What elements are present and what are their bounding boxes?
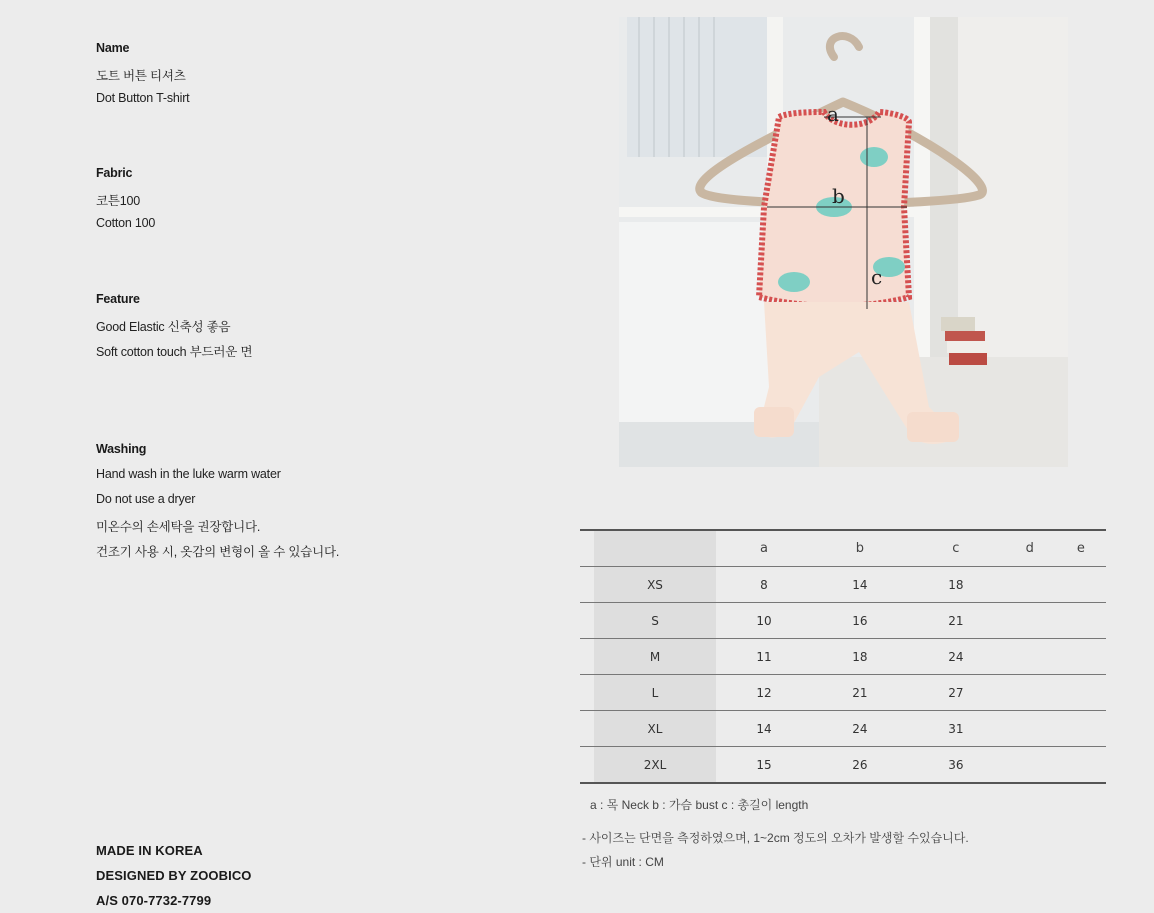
washing-line-1: Hand wash in the luke warm water	[96, 467, 281, 481]
feature-line-1: Good Elastic 신축성 좋음	[96, 320, 231, 334]
fabric-korean: 코튼100	[96, 194, 141, 208]
label-a: a	[827, 102, 839, 126]
size-value: 14	[716, 711, 812, 747]
size-value	[1056, 711, 1106, 747]
size-value: 11	[716, 639, 812, 675]
size-value: 24	[908, 639, 1004, 675]
size-value	[1004, 639, 1056, 675]
size-value	[1004, 675, 1056, 711]
feature-line-2: Soft cotton touch 부드러운 면	[96, 345, 253, 359]
size-value: 21	[908, 603, 1004, 639]
table-row	[580, 675, 1106, 711]
col-header: d	[1004, 530, 1056, 567]
label-b: b	[832, 184, 845, 208]
size-value	[1056, 639, 1106, 675]
table-row	[580, 567, 1106, 603]
washing-line-3: 미온수의 손세탁을 권장합니다.	[96, 520, 261, 534]
size-value: 10	[716, 603, 812, 639]
washing-line-4: 건조기 사용 시, 옷감의 변형이 올 수 있습니다.	[96, 545, 340, 559]
size-note: - 사이즈는 단면을 측정하였으며, 1~2cm 정도의 오차가 발생할 수있습니다.	[582, 831, 969, 845]
feature-title: Feature	[96, 292, 140, 306]
name-korean: 도트 버튼 티셔츠	[96, 69, 186, 83]
size-value: 16	[812, 603, 908, 639]
made-in-korea: MADE IN KOREA	[96, 843, 203, 858]
size-label: S	[594, 603, 716, 639]
table-row	[580, 711, 1106, 747]
product-illustration	[619, 17, 1068, 467]
size-value: 18	[908, 567, 1004, 603]
size-value: 31	[908, 711, 1004, 747]
size-value	[1056, 603, 1106, 639]
size-value	[1004, 747, 1056, 784]
col-header: b	[812, 530, 908, 567]
size-value	[1004, 567, 1056, 603]
size-label: L	[594, 675, 716, 711]
size-value	[1056, 747, 1106, 784]
as-contact: A/S 070-7732-7799	[96, 893, 212, 908]
size-value	[1004, 603, 1056, 639]
size-value: 36	[908, 747, 1004, 784]
col-header: a	[716, 530, 812, 567]
name-title: Name	[96, 41, 130, 55]
size-table	[580, 529, 1106, 784]
size-label: 2XL	[594, 747, 716, 784]
fabric-title: Fabric	[96, 166, 133, 180]
size-label: XS	[594, 567, 716, 603]
measurement-legend: a : 목 Neck b : 가슴 bust c : 총길이 length	[590, 798, 809, 812]
size-value: 27	[908, 675, 1004, 711]
name-english: Dot Button T-shirt	[96, 91, 190, 105]
size-value	[1056, 567, 1106, 603]
unit-note: - 단위 unit : CM	[582, 855, 664, 869]
size-value: 15	[716, 747, 812, 784]
washing-line-2: Do not use a dryer	[96, 492, 196, 506]
col-header: c	[908, 530, 1004, 567]
table-row	[580, 603, 1106, 639]
size-value: 26	[812, 747, 908, 784]
col-header: e	[1056, 530, 1106, 567]
size-label: XL	[594, 711, 716, 747]
size-value: 24	[812, 711, 908, 747]
size-value	[1056, 675, 1106, 711]
size-table-header	[580, 530, 1106, 567]
size-value: 8	[716, 567, 812, 603]
size-value: 12	[716, 675, 812, 711]
size-label: M	[594, 639, 716, 675]
size-value: 18	[812, 639, 908, 675]
size-value: 21	[812, 675, 908, 711]
size-value	[1004, 711, 1056, 747]
fabric-english: Cotton 100	[96, 216, 156, 230]
designed-by: DESIGNED BY ZOOBICO	[96, 868, 252, 883]
label-c: c	[871, 265, 883, 289]
table-row	[580, 747, 1106, 784]
table-row	[580, 639, 1106, 675]
washing-title: Washing	[96, 442, 147, 456]
size-value: 14	[812, 567, 908, 603]
product-photo	[619, 17, 1068, 467]
